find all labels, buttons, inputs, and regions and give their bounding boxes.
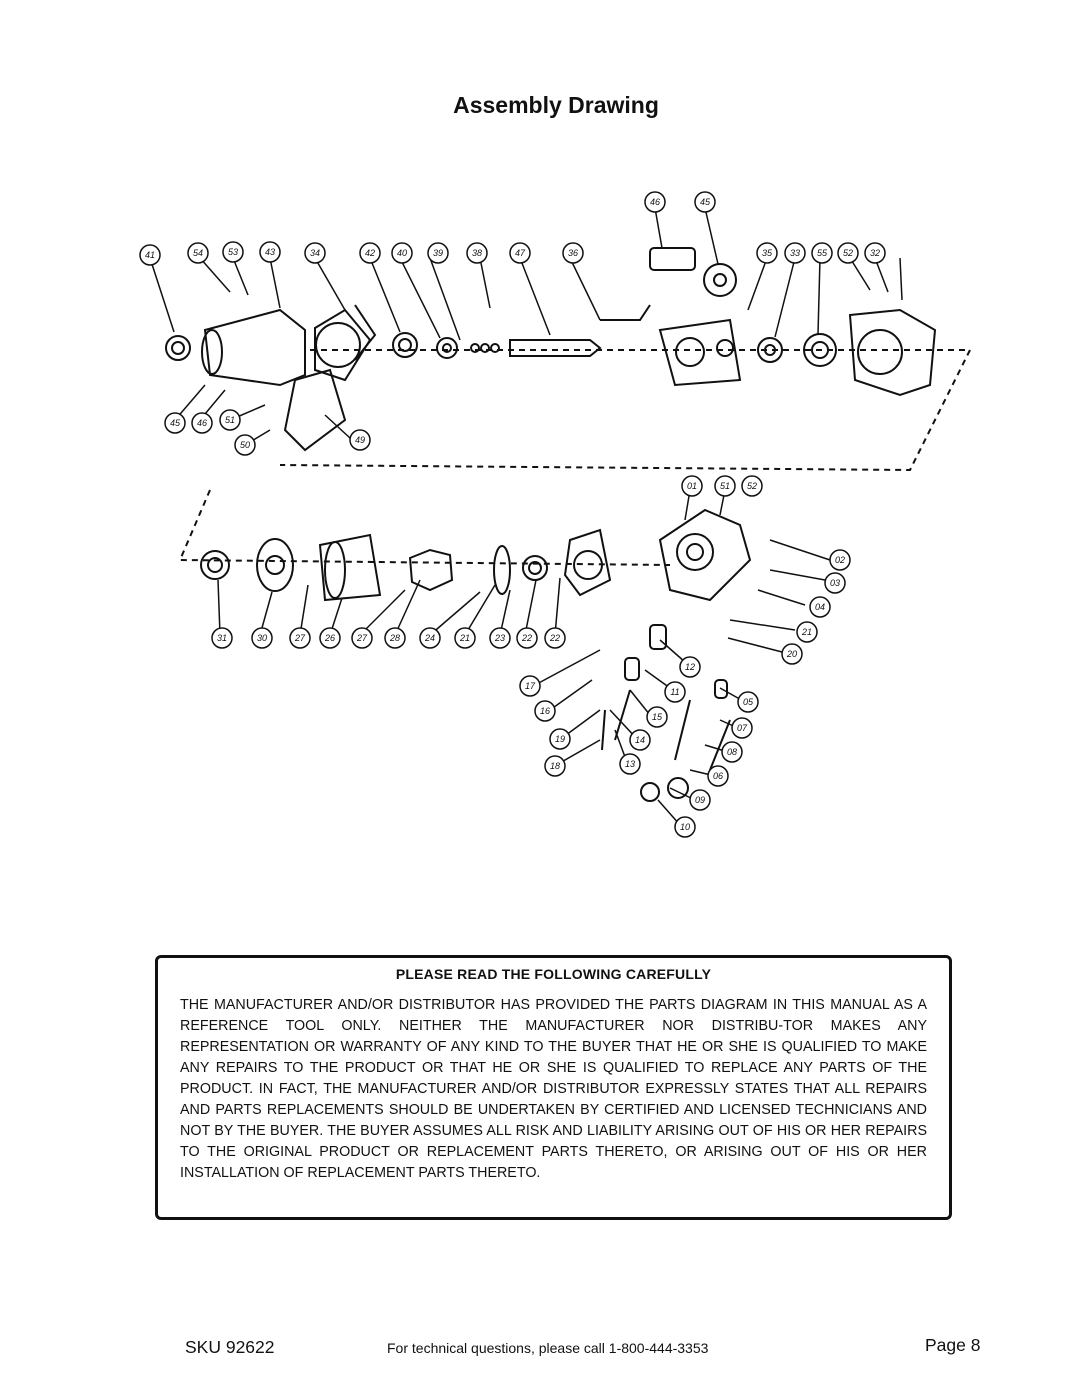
- callout-label: 30: [256, 633, 268, 643]
- callout-label: 31: [216, 633, 228, 643]
- callout-label: 35: [761, 248, 773, 258]
- callout-label: 27: [294, 633, 306, 643]
- callout-label: 43: [264, 247, 276, 257]
- callout-label: 14: [634, 735, 646, 745]
- callout-label: 20: [786, 649, 798, 659]
- callout-label: 45: [169, 418, 181, 428]
- callout-label: 24: [424, 633, 436, 643]
- page-title: Assembly Drawing: [453, 92, 659, 118]
- callout-label: 34: [309, 248, 321, 258]
- callout-label: 33: [789, 248, 801, 258]
- callout-label: 02: [834, 555, 846, 565]
- callout-label: 11: [670, 687, 680, 697]
- callout-label: 04: [814, 602, 826, 612]
- callout-label: 42: [364, 248, 376, 258]
- callout-label: 50: [239, 440, 251, 450]
- callout-label: 17: [524, 681, 536, 691]
- disclaimer-notice-box: [155, 955, 952, 1220]
- callout-label: 46: [649, 197, 661, 207]
- page-footer: [0, 1330, 1080, 1360]
- callout-label: 15: [651, 712, 663, 722]
- sku-label: SKU 92622: [185, 1337, 275, 1357]
- callout-label: 51: [719, 481, 731, 491]
- callout-label: 12: [684, 662, 696, 672]
- callout-label: 06: [712, 771, 724, 781]
- callout-label: 41: [144, 250, 156, 260]
- callout-label: 38: [471, 248, 483, 258]
- callout-label: 18: [549, 761, 561, 771]
- callout-label: 52: [746, 481, 758, 491]
- tech-support-line: For technical questions, please call 1-800-444-3353: [387, 1340, 709, 1356]
- callout-label: 55: [816, 248, 828, 258]
- callout-label: 49: [354, 435, 366, 445]
- callout-label: 22: [549, 633, 561, 643]
- callout-label: 39: [432, 248, 444, 258]
- callout-label: 54: [192, 248, 204, 258]
- callout-label: 07: [736, 723, 748, 733]
- callout-label: 40: [396, 248, 408, 258]
- callout-label: 27: [356, 633, 368, 643]
- callout-label: 47: [514, 248, 526, 258]
- page-number: Page 8: [925, 1335, 981, 1355]
- callout-label: 52: [842, 248, 854, 258]
- callout-label: 53: [227, 247, 239, 257]
- callout-label: 45: [699, 197, 711, 207]
- notice-body-text: THE MANUFACTURER AND/OR DISTRIBUTOR HAS PROVIDED THE PARTS DIAGRAM IN THIS MANUAL AS A REFERENCE TOOL ONLY. NEITHER THE MANUFACTURER NOR DISTRIBU-TOR MAKES ANY REPRESENTATION OR WARRANTY OF ANY KIND TO THE BUYER THAT HE OR SHE IS QUALIFIED TO MAKE ANY REPAIRS TO THE PRODUCT OR THAT HE OR SHE IS QUALIFIED TO REPLACE ANY PARTS OF THE PRODUCT. IN FACT, THE MANUFACTURER AND/OR DISTRIBUTOR EXPRESSLY STATES THAT ALL REPAIRS AND PARTS REPLACEMENTS SHOULD BE UNDERTAKEN BY CERTIFIED AND LICENSED TECHNICIANS AND NOT BY THE BUYER. THE BUYER ASSUMES ALL RISK AND LIABILITY ARISING OUT OF HIS OR HER REPAIRS TO THE ORIGINAL PRODUCT OR REPLACEMENT PARTS THERETO, OR ARISING OUT OF HIS OR HER INSTALLATION OF REPLACEMENT PARTS THERETO.: [180, 997, 927, 1181]
- callout-label: 46: [196, 418, 208, 428]
- callout-label: 21: [801, 627, 813, 637]
- assembly-exploded-view-drawing: [130, 180, 980, 850]
- callout-label: 16: [539, 706, 551, 716]
- callout-label: 28: [389, 633, 401, 643]
- callout-label: 09: [694, 795, 706, 805]
- callout-label: 08: [726, 747, 738, 757]
- callout-label: 22: [521, 633, 533, 643]
- callout-label: 32: [869, 248, 881, 258]
- callout-label: 26: [324, 633, 336, 643]
- callout-label: 01: [686, 481, 698, 491]
- callout-label: 19: [554, 734, 566, 744]
- notice-heading: PLEASE READ THE FOLLOWING CAREFULLY: [395, 966, 712, 982]
- callout-label: 36: [567, 248, 579, 258]
- callout-label: 10: [679, 822, 691, 832]
- callout-label: 03: [829, 578, 841, 588]
- callout-label: 13: [624, 759, 636, 769]
- callout-label: 21: [459, 633, 471, 643]
- callout-label: 51: [224, 415, 236, 425]
- callout-label: 23: [494, 633, 506, 643]
- callout-label: 05: [742, 697, 754, 707]
